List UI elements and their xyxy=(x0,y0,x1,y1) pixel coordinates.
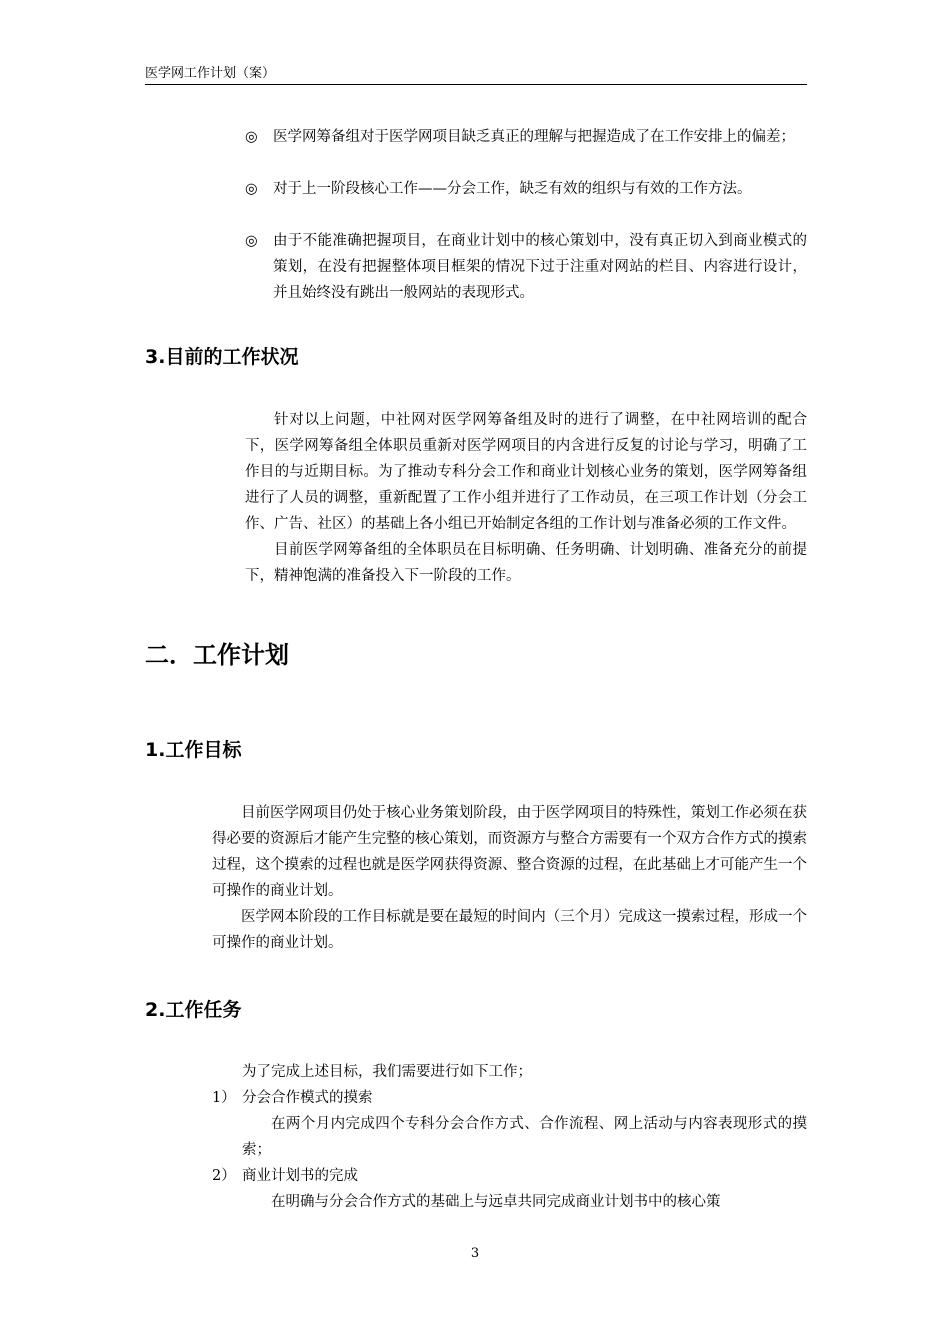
running-header xyxy=(145,64,807,85)
paragraph: 医学网本阶段的工作目标就是要在最短的时间内（三个月）完成这一摸索过程，形成一个可操作的商业计划。 xyxy=(212,909,807,951)
paragraph: 针对以上问题，中社网对医学网筹备组及时的进行了调整，在中社网培训的配合下，医学网筹备组全体职员重新对医学网项目的内含进行反复的讨论与学习，明确了工作目的与近期目标。为了推动专科分会工作和商业计划核心业务的策划，医学网筹备组进行了人员的调整，重新配置了工作小组并进行了工作动员，在三项工作计划（分会工作、广告、社区）的基础上各小组已开始制定各组的工作计划与准备必须的工作文件。 xyxy=(245,412,807,532)
list-item xyxy=(212,1163,807,1189)
section-heading: 1.工作目标 xyxy=(145,739,242,761)
section-body xyxy=(212,800,807,956)
header-title: 医学网工作计划（案） xyxy=(145,66,276,81)
list-number: 1） xyxy=(212,1090,236,1106)
bullet-text: 由于不能准确把握项目，在商业计划中的核心策划中，没有真正切入到商业模式的策划，在没有把握整体项目框架的情况下过于注重对网站的栏目、内容进行设计，并且始终没有跳出一般网站的表现形式。 xyxy=(273,233,807,301)
bullet-text: 对于上一阶段核心工作——分会工作，缺乏有效的组织与有效的工作方法。 xyxy=(273,181,752,197)
list-number: 2） xyxy=(212,1168,236,1184)
bullet-mark: ◎ xyxy=(245,129,258,145)
task-list xyxy=(212,1059,807,1215)
section-body xyxy=(245,407,807,589)
task-intro-text: 为了完成上述目标，我们需要进行如下工作； xyxy=(242,1064,532,1080)
section-heading: 2.工作任务 xyxy=(145,999,242,1021)
paragraph: 目前医学网项目仍处于核心业务策划阶段，由于医学网项目的特殊性，策划工作必须在获得必要的资源后才能产生完整的核心策划，而资源方与整合方需要有一个双方合作方式的摸索过程，这个摸索的过程也就是医学网获得资源、整合资源的过程，在此基础上才可能产生一个可操作的商业计划。 xyxy=(212,805,807,899)
bullet-mark: ◎ xyxy=(245,181,258,197)
chapter-heading: 二．工作计划 xyxy=(145,641,289,669)
bullet-item xyxy=(245,176,807,202)
bullet-item xyxy=(245,228,807,306)
paragraph: 目前医学网筹备组的全体职员在目标明确、任务明确、计划明确、准备充分的前提下，精神饱满的准备投入下一阶段的工作。 xyxy=(245,542,807,584)
section-heading: 3.目前的工作状况 xyxy=(145,346,299,368)
list-label: 商业计划书的完成 xyxy=(242,1168,358,1184)
task-intro xyxy=(212,1059,807,1085)
list-detail: 在明确与分会合作方式的基础上与远卓共同完成商业计划书中的核心策 xyxy=(271,1194,721,1210)
list-label: 分会合作模式的摸索 xyxy=(242,1090,373,1106)
bullet-text: 医学网筹备组对于医学网项目缺乏真正的理解与把握造成了在工作安排上的偏差； xyxy=(273,129,795,145)
page-number: 3 xyxy=(470,1246,480,1261)
bullet-mark: ◎ xyxy=(245,233,258,249)
bullet-item xyxy=(245,124,807,150)
list-detail: 在两个月内完成四个专科分会合作方式、合作流程、网上活动与内容表现形式的摸索； xyxy=(242,1116,807,1158)
list-item xyxy=(212,1085,807,1111)
